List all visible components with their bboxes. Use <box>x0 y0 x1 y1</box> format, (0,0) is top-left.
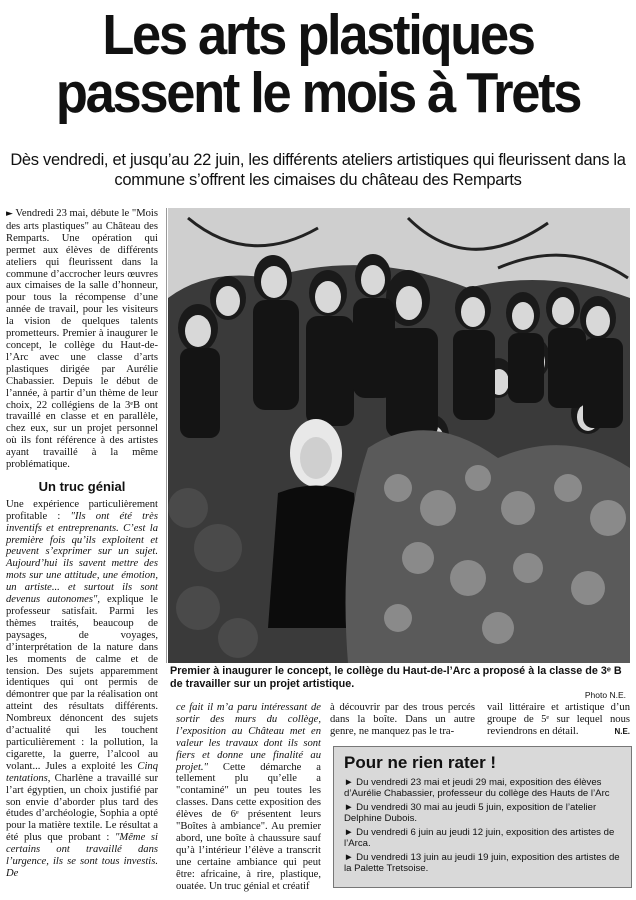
headline <box>25 3 610 125</box>
body-paragraph <box>6 499 158 880</box>
section-title: Un truc génial <box>38 478 126 494</box>
agenda-item: ► Du vendredi 6 juin au jeudi 12 juin, exposition des artistes de l’Arca. <box>344 827 615 849</box>
article-column-1 <box>6 208 158 880</box>
column-2-paragraph <box>176 702 321 893</box>
article-column-3 <box>330 702 475 738</box>
teacher-quote: "Ils ont été très inventifs et entreprenants. C’est la première fois qu’ils exploitent et peuvent s’exprimer sur un sujet. Aujourd’hui ils savent mettre des mots sur une attitude, une émotion, un artiste... et surtout ils sont devenus autonomes" <box>6 510 158 606</box>
body-text-middle: , explique le professeur satisfait. Parmi les thèmes traités, beaucoup de paysages, de voyages, d’interprétation de la nature dans les moments de calme et de tension. Des sujets apparemment identiques qui ont permis de démontrer que par la réalisation ont atteint des résultats différents. Nombreux dénoncent des sujets d’actualité qui les touchent particulièrement : la pollution, la cigarette, la guerre, l’alcool au volant... Jules a exploité les <box>6 594 158 772</box>
artwork-title: Cinq tentations <box>6 760 158 784</box>
column-3-text: à découvrir par des trous percés dans la boîte. Dans un autre genre, ne manquez pas le tra- <box>330 702 475 737</box>
photo-caption: Premier à inaugurer le concept, le collège du Haut-de-l’Arc a proposé à la classe de 3ᵉ B de travailler sur un projet artistique. <box>170 665 622 690</box>
column-2-text: Cette démarche a tellement plu qu’elle a "contaminé" un peu toutes les classes. Dans cette exposition des élèves de 6ᵉ présentent leurs "Boîtes à ambiance". Au premier abord, une boîte à chaussure sauf qu’à l’intérieur l’élève a transcrit une certaine ambiance qui peut être: africaine, à rire, plastique, ouatée. Un truc génial et créatif <box>176 761 321 892</box>
headline-line-2: passent le mois à Trets <box>55 61 581 125</box>
intro-text: Vendredi 23 mai, débute le "Mois des arts plastiques" au Château des Remparts. Une opération qui permet aux élèves de différents ateliers qui fleurissent dans la commune d’accrocher leurs œuvres aux cimaises de la salle d’honneur, pour tous la récompense d’une année de travail, pour les visiteurs la vision de quelques talents prometteurs. Premier à inaugurer le concept, le collège du Haut-de-l’Arc avec une classe d’arts plastiques dirigée par Aurélie Chabassier. Depuis le début de l’année, à partir d’un thème de leur choix, 22 collégiens de la 3ᵉB ont travaillé en classe et en parallèle, chez eux, sur un projet personnel où ils font référence à des artistes ayant travaillé à la même problématique. <box>6 208 158 471</box>
author-signature: N.E. <box>614 726 630 736</box>
body-text-end: , Charlène a travaillé sur l’art égyptien, un choix justifié par son envie d’aborder plus tard des études d’archéologie, Sophia a opté pour la matière textile. Le résultat a été plus que probant : <box>6 772 158 844</box>
headline-line-1: Les arts plastiques <box>102 3 534 67</box>
column-4-text: vail littéraire et artistique d’un groupe de 5ᵉ sur lequel nous reviendrons en détail. <box>487 702 630 737</box>
agenda-title: Pour ne rien rater ! <box>344 753 497 772</box>
article-column-4 <box>487 702 630 738</box>
body-text-start: Une expérience particulièrement profitable : <box>6 498 158 522</box>
arrow-icon: ► <box>6 209 13 219</box>
subheadline: Dès vendredi, et jusqu’au 22 juin, les différents ateliers artistiques qui fleurissent dans la commune s’offrent les cimaises du château des Remparts <box>10 151 626 189</box>
article-column-2 <box>176 702 321 893</box>
teacher-quote-continued: ce fait il m’a paru intéressant de sortir des murs du collège, l’exposition au Château met en valeur les travaux dont ils sont fiers et donne une finalité au projet." <box>176 702 321 773</box>
intro-paragraph <box>6 208 158 471</box>
agenda-item: ► Du vendredi 30 mai au jeudi 5 juin, exposition de l’atelier Delphine Dubois. <box>344 802 597 824</box>
photo-credit: Photo N.E. <box>584 690 626 700</box>
group-photo <box>168 208 630 663</box>
column-4-paragraph <box>487 702 630 738</box>
agenda-item: ► Du vendredi 13 juin au jeudi 19 juin, exposition des artistes de la Palette Tretsoise. <box>344 852 620 874</box>
column-divider <box>166 208 167 663</box>
teacher-quote-2: "Même si certains ont travaillé dans l’urgence, ils se sont tous investis. De <box>6 832 158 879</box>
agenda-box <box>333 746 632 888</box>
group-photo-illustration <box>168 208 630 663</box>
agenda-item: ► Du vendredi 23 mai et jeudi 29 mai, exposition des élèves d’Aurélie Chabassier, professeur du collège des Hauts de l’Arc <box>344 777 610 799</box>
